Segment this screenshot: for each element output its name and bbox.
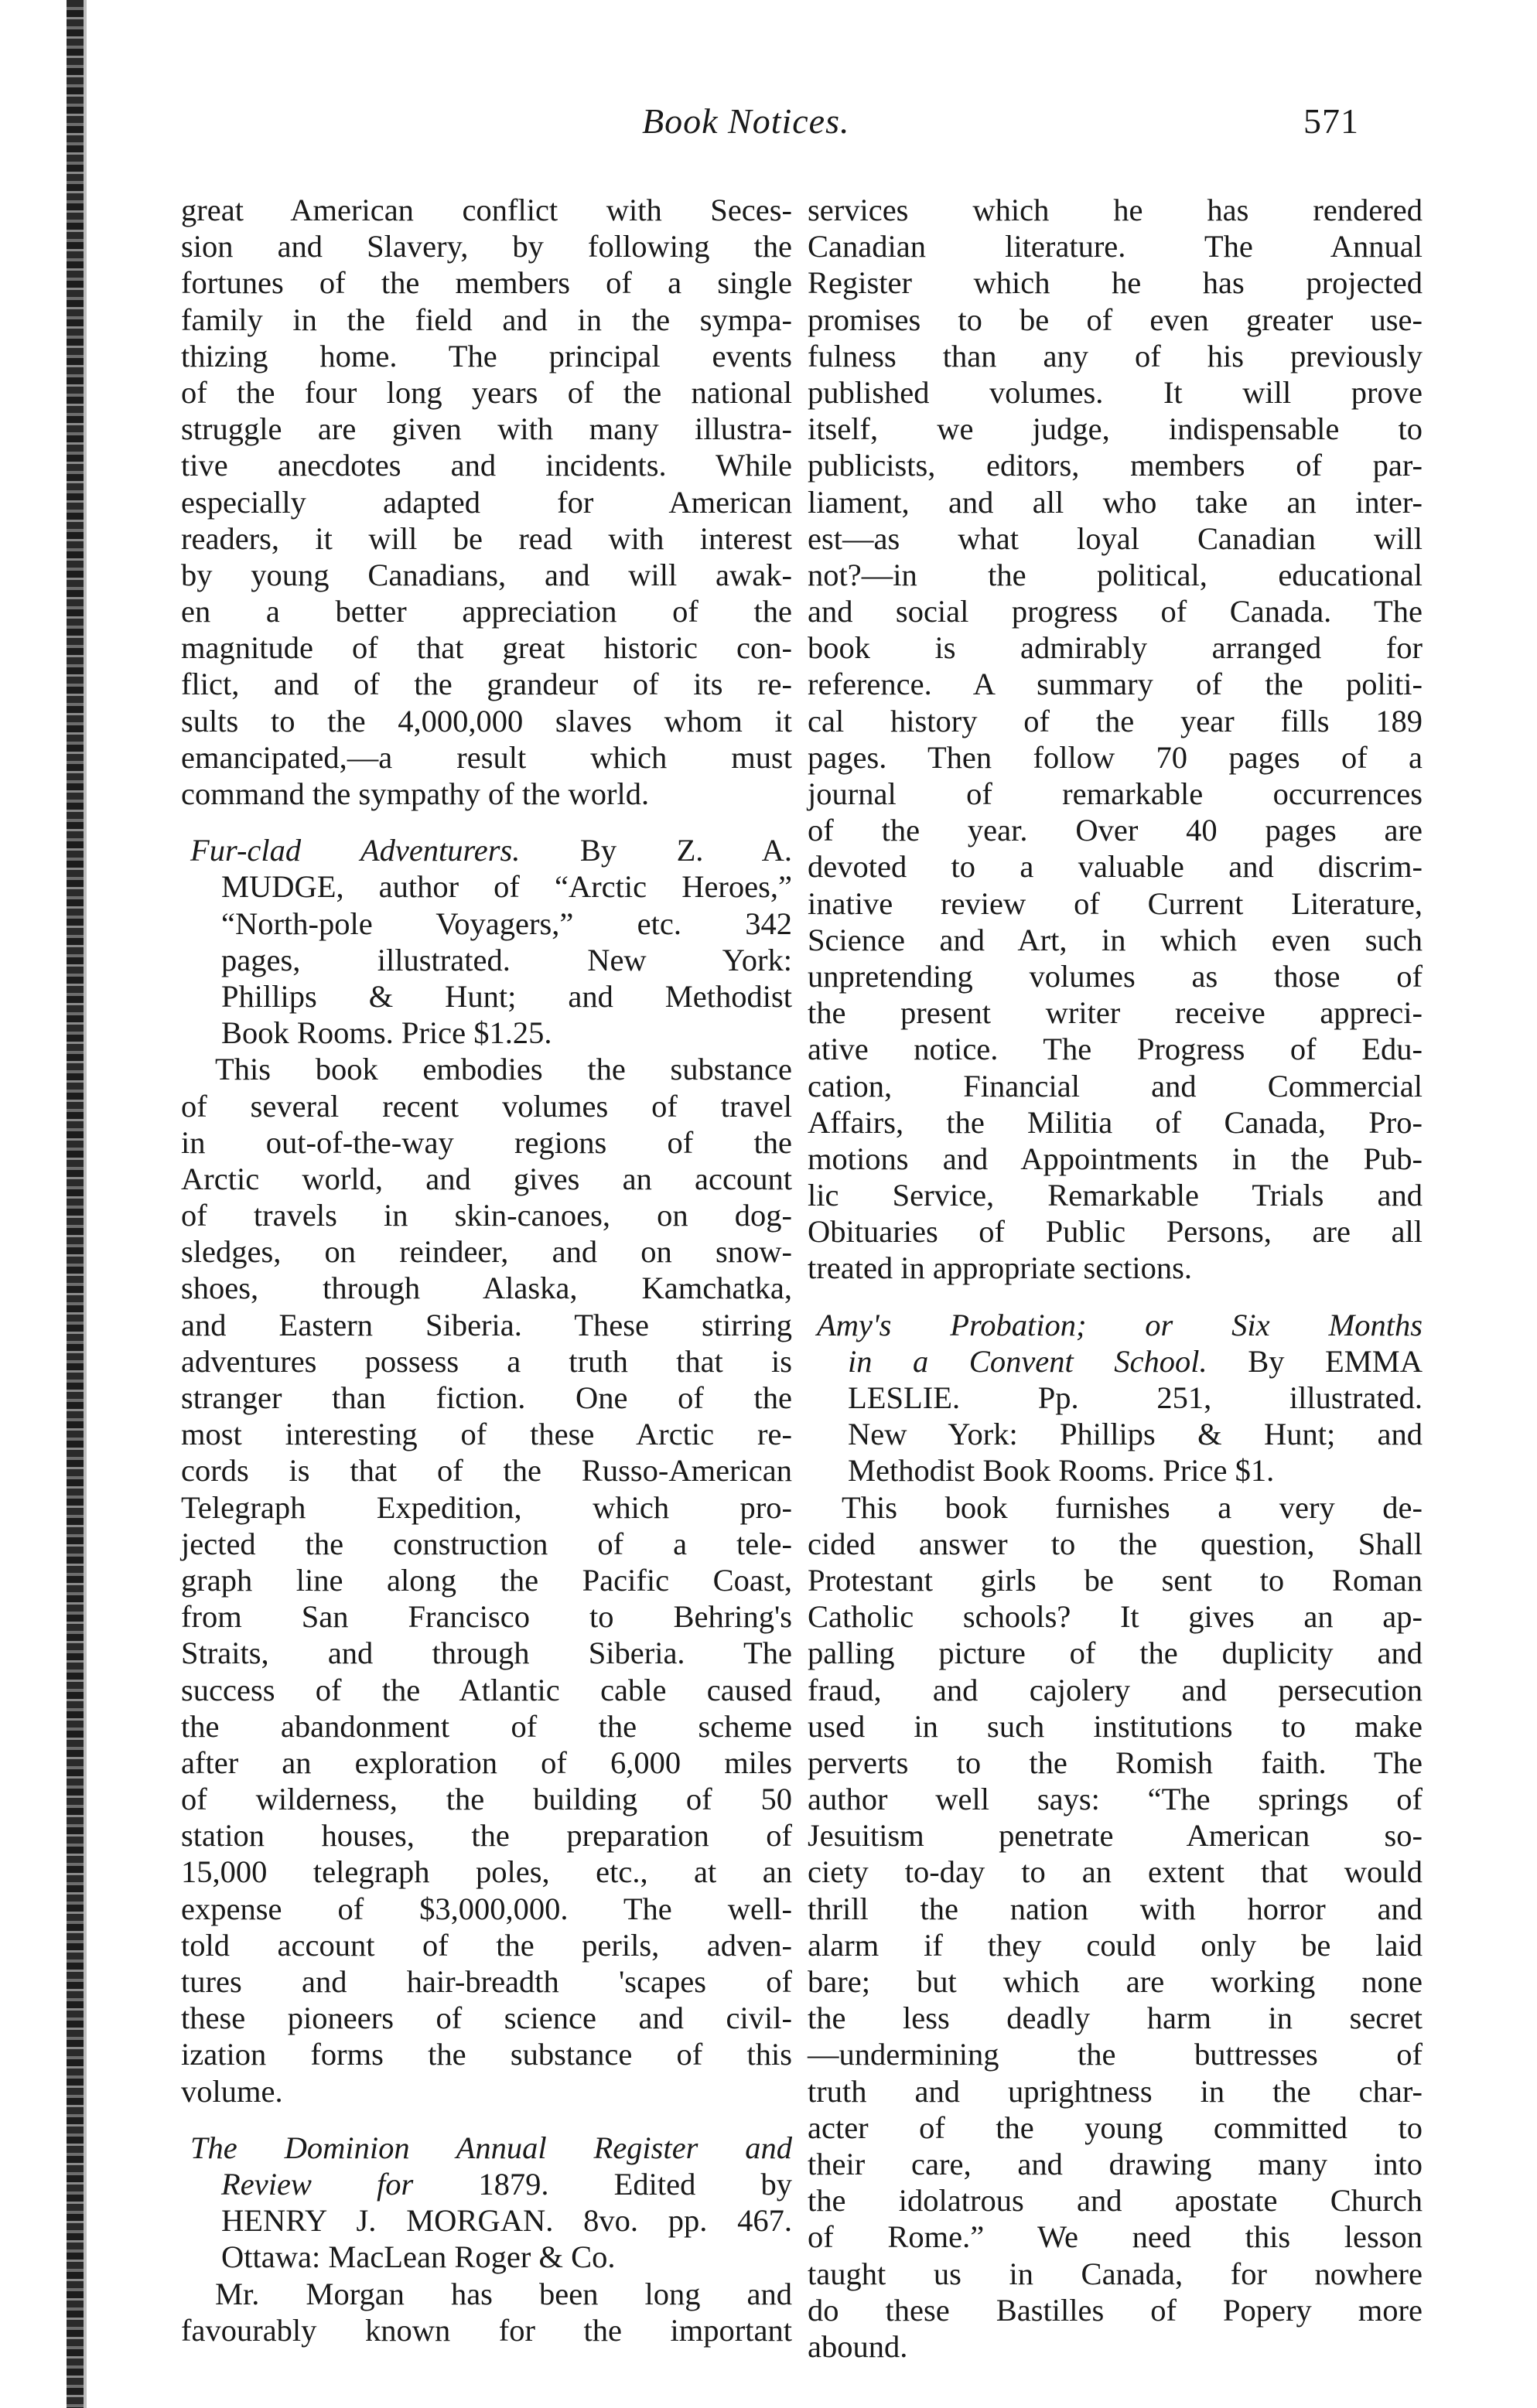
body-text-line: tive anecdotes and incidents. While: [181, 448, 792, 483]
body-text-line: Affairs, the Militia of Canada, Pro-: [808, 1104, 1423, 1140]
body-text-line: services which he has rendered: [808, 193, 1423, 227]
notice-heading-line: [181, 942, 792, 978]
notice-heading-line: [181, 2202, 792, 2239]
body-text-line: sledges, on reindeer, and on snow-: [181, 1234, 792, 1270]
notice-heading-line-part: “North-pole Voyagers,” etc. 342: [221, 906, 792, 941]
body-text-line: unpretending volumes as those of: [808, 958, 1423, 994]
body-text-line: after an exploration of 6,000 miles: [181, 1745, 792, 1780]
body-text-line: do these Bastilles of Popery more: [808, 2292, 1423, 2328]
body-text-line: adventures possess a truth that is: [181, 1343, 792, 1379]
body-text-line: author well says: “The springs of: [808, 1782, 1423, 1817]
notice-heading-line: [808, 1452, 1423, 1489]
notice-heading-line-part: LESLIE. Pp. 251, illustrated.: [848, 1380, 1423, 1415]
body-text-line: taught us in Canada, for nowhere: [808, 2256, 1423, 2291]
page-header: [0, 87, 1537, 148]
notice-heading-line-part: By Z. A.: [520, 833, 793, 868]
notice-heading-line: [808, 1380, 1423, 1416]
body-text-line: promises to be of even greater use-: [808, 302, 1423, 337]
left-column: [181, 192, 792, 2348]
body-text-line: bare; but which are working none: [808, 1964, 1423, 1999]
body-text-line: est—as what loyal Canadian will: [808, 520, 1423, 556]
book-spine-shadow: [67, 0, 84, 2408]
body-text-line: Telegraph Expedition, which pro-: [181, 1489, 792, 1525]
body-text-line: lic Service, Remarkable Trials and: [808, 1178, 1423, 1213]
section-gap: [808, 1287, 1423, 1307]
body-text-line: of the four long years of the national: [181, 374, 792, 410]
body-text-line: Canadian literature. The Annual: [808, 229, 1423, 264]
notice-heading-line-part: Amy's Probation; or Six Months: [817, 1307, 1423, 1342]
body-text-line: This book furnishes a very de-: [842, 1489, 1423, 1525]
body-text-line: and Eastern Siberia. These stirring: [181, 1307, 792, 1342]
body-text-line: cation, Financial and Commercial: [808, 1068, 1423, 1103]
body-text-line: devoted to a valuable and discrim-: [808, 849, 1423, 885]
notice-heading-line: [181, 1015, 792, 1051]
body-text-line: Science and Art, in which even such: [808, 922, 1423, 957]
body-text-line: the less deadly harm in secret: [808, 2000, 1423, 2036]
notice-heading-line-part: Ottawa: MacLean Roger & Co.: [221, 2239, 616, 2275]
body-text-line: 15,000 telegraph poles, etc., at an: [181, 1854, 792, 1890]
body-text-line: told account of the perils, adven-: [181, 1927, 792, 1963]
body-text-line: Register which he has projected: [808, 265, 1423, 301]
body-text-line: used in such institutions to make: [808, 1708, 1423, 1744]
body-text-line: acter of the young committed to: [808, 2110, 1423, 2145]
body-text-line: book is admirably arranged for: [808, 630, 1423, 666]
notice-heading-line-part: Review for: [221, 2166, 414, 2202]
notice-heading-line: [808, 1416, 1423, 1452]
body-text-line: perverts to the Romish faith. The: [808, 1745, 1423, 1780]
body-text-line: in out-of-the-way regions of the: [181, 1124, 792, 1160]
body-text-line: not?—in the political, educational: [808, 557, 1423, 592]
body-text-line: of the year. Over 40 pages are: [808, 813, 1423, 848]
body-text-line: fraud, and cajolery and persecution: [808, 1672, 1423, 1707]
body-text-line: Arctic world, and gives an account: [181, 1161, 792, 1196]
right-column: [808, 192, 1423, 2365]
body-text-line: expense of $3,000,000. The well-: [181, 1891, 792, 1926]
body-text-line: the present writer receive appreci-: [808, 995, 1423, 1031]
body-text-line: tures and hair-breadth 'scapes of: [181, 1964, 792, 1999]
body-text-line: Obituaries of Public Persons, are all: [808, 1214, 1423, 1250]
page-gutter-edge: [84, 0, 87, 2408]
body-text-line: Jesuitism penetrate American so-: [808, 1818, 1423, 1854]
notice-heading-line-part: 1879. Edited by: [413, 2166, 792, 2202]
body-text-line: liament, and all who take an inter-: [808, 484, 1423, 520]
notice-heading-line: [181, 868, 792, 905]
body-text-line: alarm if they could only be laid: [808, 1927, 1423, 1963]
body-text-line: motions and Appointments in the Pub-: [808, 1141, 1423, 1176]
body-text-line: cords is that of the Russo-American: [181, 1453, 792, 1489]
body-text-line: especially adapted for American: [181, 484, 792, 520]
body-text-line: of wilderness, the building of 50: [181, 1782, 792, 1817]
notice-heading-line-part: Fur-clad Adventurers.: [190, 833, 521, 868]
body-text-line: struggle are given with many illustra-: [181, 411, 792, 447]
notice-heading-line-part: Methodist Book Rooms. Price $1.: [848, 1453, 1275, 1489]
body-text-line: fortunes of the members of a single: [181, 265, 792, 301]
notice-heading-line-part: Book Rooms. Price $1.25.: [221, 1015, 552, 1051]
body-text-line: itself, we judge, indispensable to: [808, 411, 1423, 447]
body-text-line: ciety to-day to an extent that would: [808, 1854, 1423, 1890]
body-text-line: journal of remarkable occurrences: [808, 776, 1423, 811]
body-text-line: readers, it will be read with interest: [181, 520, 792, 556]
body-text-line: Mr. Morgan has been long and: [215, 2276, 792, 2311]
body-text-line: graph line along the Pacific Coast,: [181, 1562, 792, 1598]
notice-heading-line-part: MUDGE, author of “Arctic Heroes,”: [221, 869, 792, 905]
body-text-line: of travels in skin-canoes, on dog-: [181, 1198, 792, 1233]
body-text-line: ization forms the substance of this: [181, 2037, 792, 2072]
notice-heading-line-part: HENRY J. MORGAN. 8vo. pp. 467.: [221, 2203, 792, 2239]
body-text-line: family in the field and in the sympa-: [181, 302, 792, 337]
notice-heading-line-part: The Dominion Annual Register and: [190, 2130, 792, 2165]
body-text-line: Straits, and through Siberia. The: [181, 1635, 792, 1671]
body-text-line: their care, and drawing many into: [808, 2146, 1423, 2181]
notice-heading-line-part: New York: Phillips & Hunt; and: [848, 1417, 1423, 1452]
body-text-line: ative notice. The Progress of Edu-: [808, 1032, 1423, 1067]
body-text-line: the idolatrous and apostate Church: [808, 2183, 1423, 2219]
body-text-line: truth and uprightness in the char-: [808, 2073, 1423, 2109]
body-text-line: the abandonment of the scheme: [181, 1708, 792, 1744]
body-text-line: by young Canadians, and will awak-: [181, 557, 792, 592]
body-text-line: shoes, through Alaska, Kamchatka,: [181, 1271, 792, 1306]
body-text-line: published volumes. It will prove: [808, 374, 1423, 410]
body-text-line: of Rome.” We need this lesson: [808, 2219, 1423, 2255]
notice-heading-line-part: Phillips & Hunt; and Methodist: [221, 978, 792, 1014]
body-text-line: —undermining the buttresses of: [808, 2037, 1423, 2072]
section-gap: [181, 812, 792, 832]
notice-heading-line: [181, 978, 792, 1015]
body-text-line: sion and Slavery, by following the: [181, 229, 792, 264]
body-text-line: and social progress of Canada. The: [808, 594, 1423, 629]
body-text-line: flict, and of the grandeur of its re-: [181, 667, 792, 702]
notice-heading-line: [181, 906, 792, 942]
body-text-line: en a better appreciation of the: [181, 594, 792, 629]
body-text-line: success of the Atlantic cable caused: [181, 1672, 792, 1707]
body-text-line: thrill the nation with horror and: [808, 1891, 1423, 1926]
body-text-line: This book embodies the substance: [215, 1052, 792, 1087]
body-text-line: cided answer to the question, Shall: [808, 1526, 1423, 1561]
body-text-line: fulness than any of his previously: [808, 338, 1423, 373]
notice-heading-line: [808, 1307, 1423, 1343]
body-text-line: palling picture of the duplicity and: [808, 1635, 1423, 1671]
body-text-line: these pioneers of science and civil-: [181, 2000, 792, 2036]
body-text-line: jected the construction of a tele-: [181, 1526, 792, 1561]
body-text-line: pages. Then follow 70 pages of a: [808, 739, 1423, 775]
body-text-line: publicists, editors, members of par-: [808, 448, 1423, 483]
body-text-line: most interesting of these Arctic re-: [181, 1417, 792, 1452]
body-text-line: favourably known for the important: [181, 2312, 792, 2348]
running-title: Book Notices.: [642, 101, 850, 141]
body-text-line: treated in appropriate sections.: [808, 1250, 1193, 1286]
body-text-line: reference. A summary of the politi-: [808, 667, 1423, 702]
section-gap: [181, 2110, 792, 2130]
notice-heading-line-part: in a Convent School.: [848, 1343, 1207, 1379]
body-text-line: abound.: [808, 2328, 908, 2364]
body-text-line: cal history of the year fills 189: [808, 703, 1423, 738]
notice-heading-line: [181, 2130, 792, 2166]
body-text-line: Catholic schools? It gives an ap-: [808, 1599, 1423, 1635]
page-number: 571: [1303, 101, 1359, 141]
body-text-line: inative review of Current Literature,: [808, 885, 1423, 921]
body-text-line: volume.: [181, 2073, 283, 2109]
notice-heading-line: [808, 1343, 1423, 1380]
body-text-line: magnitude of that great historic con-: [181, 630, 792, 666]
body-text-line: emancipated,—a result which must: [181, 739, 792, 775]
body-text-line: command the sympathy of the world.: [181, 776, 650, 811]
body-text-line: from San Francisco to Behring's: [181, 1599, 792, 1635]
notice-heading-line: [181, 2166, 792, 2202]
body-text-line: Protestant girls be sent to Roman: [808, 1562, 1423, 1598]
notice-heading-line: [181, 832, 792, 868]
body-text-line: thizing home. The principal events: [181, 338, 792, 373]
notice-heading-line: [181, 2239, 792, 2275]
body-text-line: of several recent volumes of travel: [181, 1088, 792, 1124]
notice-heading-line-part: pages, illustrated. New York:: [221, 942, 792, 977]
body-text-line: sults to the 4,000,000 slaves whom it: [181, 703, 792, 738]
body-text-line: great American conflict with Seces-: [181, 193, 792, 227]
notice-heading-line-part: By EMMA: [1207, 1343, 1423, 1379]
body-text-line: stranger than fiction. One of the: [181, 1380, 792, 1415]
body-text-line: station houses, the preparation of: [181, 1818, 792, 1854]
